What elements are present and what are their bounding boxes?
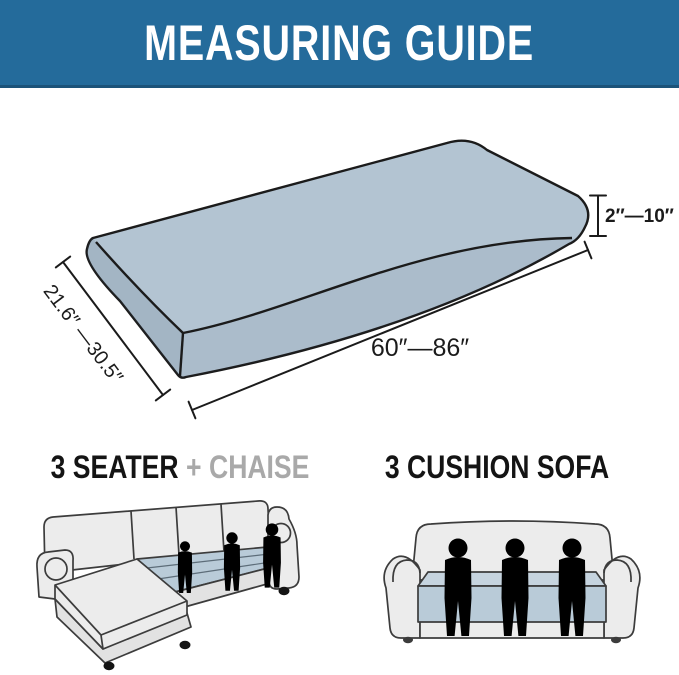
thickness-label: 2″—10″	[605, 206, 674, 227]
left-caption-secondary: CHAISE	[209, 448, 310, 485]
sectional-left-arm-roll	[45, 558, 67, 580]
width-label: 60″—86″	[370, 334, 470, 362]
cushion-sofa-illustration	[384, 521, 640, 643]
right-caption-title: 3 CUSHION SOFA	[384, 448, 610, 485]
left-caption-plus: +	[186, 448, 202, 485]
dimension-thickness	[590, 196, 674, 237]
sofa-right-arm	[604, 556, 640, 638]
cushion-diagram	[87, 141, 589, 378]
sectional-sofa-illustration	[37, 501, 299, 670]
sofa-left-arm	[384, 556, 420, 638]
page-title: MEASURING GUIDE	[144, 14, 535, 71]
depth-label: 21.6″ —30.5″	[38, 280, 127, 388]
right-caption	[373, 447, 622, 487]
left-caption-primary: 3 SEATER	[50, 448, 179, 485]
left-caption	[51, 447, 308, 487]
